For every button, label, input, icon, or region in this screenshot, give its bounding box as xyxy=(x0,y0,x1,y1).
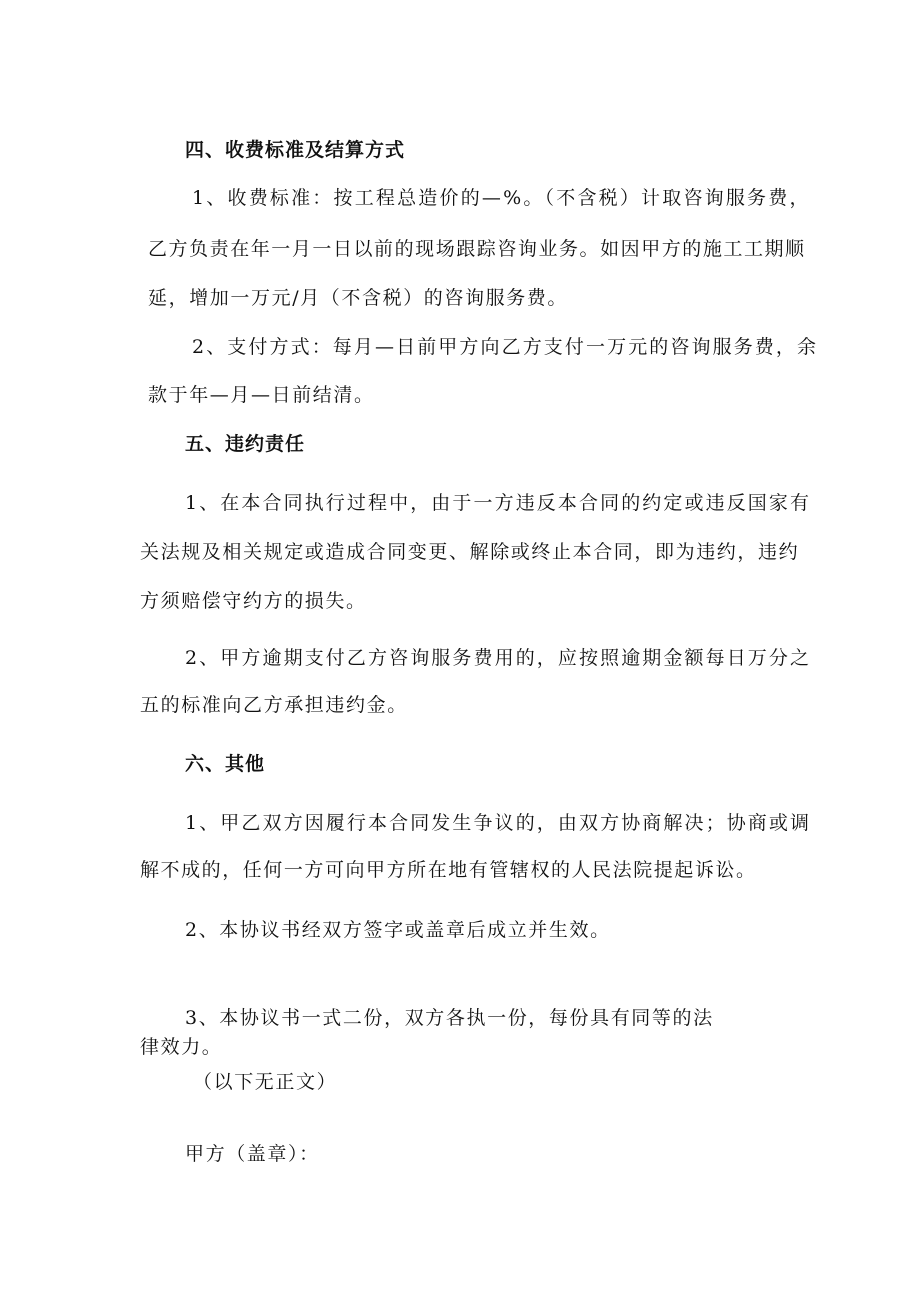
section4-p1-line2: 乙方负责在年一月一日以前的现场跟踪咨询业务。如因甲方的施工工期顺 xyxy=(148,238,806,260)
section5-p2-line1: 2、甲方逾期支付乙方咨询服务费用的，应按照逾期金额每日万分之 xyxy=(185,647,812,669)
section4-p1-line3: 延，增加一万元/月（不含税）的咨询服务费。 xyxy=(148,287,569,309)
section4-p2-line1: 2、支付方式：每月—日前甲方向乙方支付一万元的咨询服务费，余 xyxy=(192,336,819,358)
section6-heading: 六、其他 xyxy=(185,753,266,775)
section5-p1-line3: 方须赔偿守约方的损失。 xyxy=(140,590,367,612)
section4-heading: 四、收费标准及结算方式 xyxy=(185,139,406,161)
section5-p1-line1: 1、在本合同执行过程中，由于一方违反本合同的约定或违反国家有 xyxy=(185,492,812,514)
section6-p2: 2、本协议书经双方签字或盖章后成立并生效。 xyxy=(185,919,611,941)
section6-p3-line1: 3、本协议书一式二份，双方各执一份，每份具有同等的法 xyxy=(185,1007,714,1029)
section6-p1-line1: 1、甲乙双方因履行本合同发生争议的，由双方协商解决；协商或调 xyxy=(185,812,812,834)
end-of-text-note: （以下无正文） xyxy=(193,1071,338,1093)
section5-p1-line2: 关法规及相关规定或造成合同变更、解除或终止本合同，即为违约，违约 xyxy=(140,541,800,563)
section4-p2-line2: 款于年—月—日前结清。 xyxy=(148,384,375,406)
party-a-seal-label: 甲方（盖章）： xyxy=(185,1143,320,1165)
section5-heading: 五、违约责任 xyxy=(185,433,306,455)
section6-p3-line2: 律效力。 xyxy=(140,1036,223,1058)
section5-p2-line2: 五的标准向乙方承担违约金。 xyxy=(140,694,408,716)
section4-p1-line1: 1、收费标准：按工程总造价的—%。（不含税）计取咨询服务费， xyxy=(192,187,811,209)
section6-p1-line2: 解不成的，任何一方可向甲方所在地有管辖权的人民法院提起诉讼。 xyxy=(140,859,757,881)
